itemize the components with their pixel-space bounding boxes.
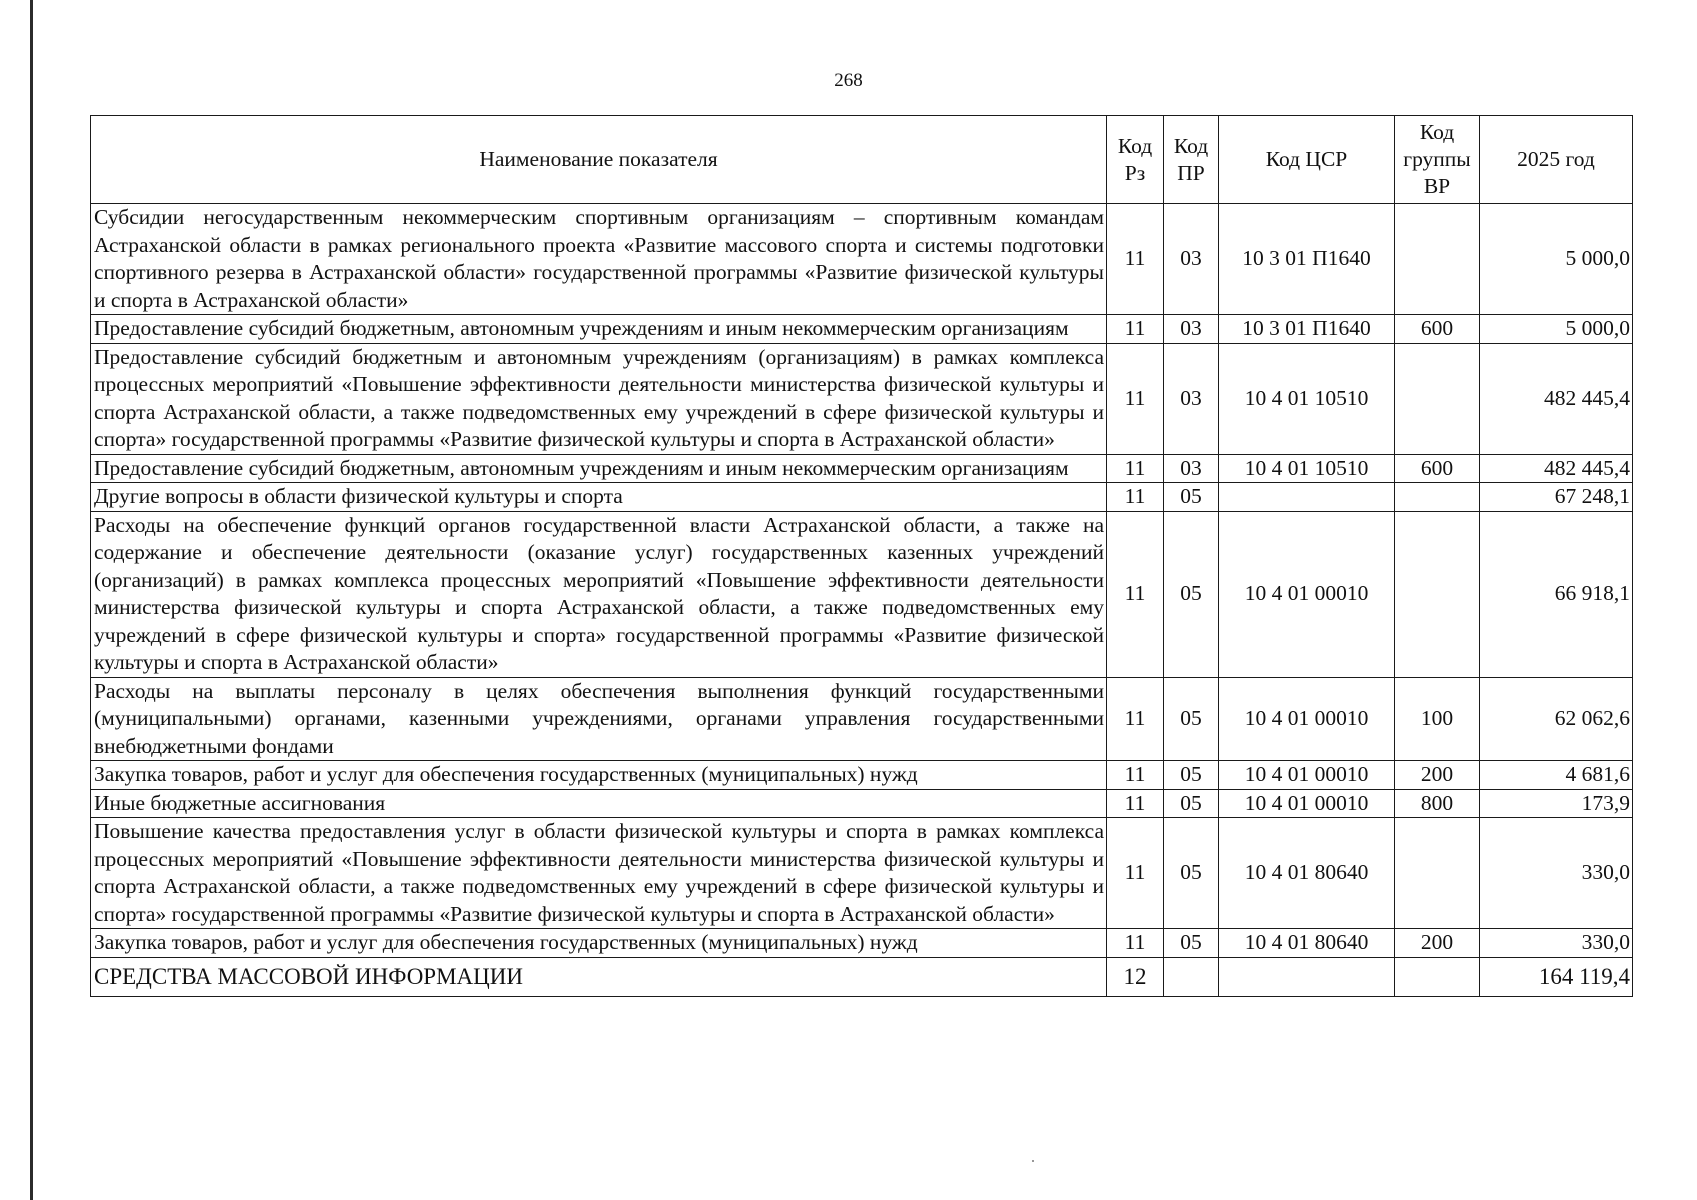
row-amount: 330,0 <box>1480 929 1633 958</box>
table-row <box>91 789 1633 818</box>
table-row <box>91 315 1633 344</box>
row-vr: 200 <box>1395 929 1480 958</box>
row-name: Предоставление субсидий бюджетным, автономным учреждениям и иным некоммерческим организациям <box>91 454 1107 483</box>
row-amount: 482 445,4 <box>1480 454 1633 483</box>
row-vr <box>1395 818 1480 929</box>
row-rz: 11 <box>1107 315 1164 344</box>
row-pr: 05 <box>1164 818 1219 929</box>
row-name: Расходы на выплаты персоналу в целях обеспечения выполнения функций государственными (муниципальными) органами, казенными учреждениями, органами управления государственными внебюджетными фондами <box>91 677 1107 761</box>
row-csr: 10 3 01 П1640 <box>1219 204 1395 315</box>
row-amount: 66 918,1 <box>1480 511 1633 677</box>
row-vr: 100 <box>1395 677 1480 761</box>
row-csr <box>1219 957 1395 996</box>
table-row <box>91 929 1633 958</box>
row-vr <box>1395 957 1480 996</box>
row-pr: 03 <box>1164 204 1219 315</box>
table-row <box>91 957 1633 996</box>
row-amount: 5 000,0 <box>1480 315 1633 344</box>
row-amount: 4 681,6 <box>1480 761 1633 790</box>
row-rz: 11 <box>1107 677 1164 761</box>
header-year: 2025 год <box>1480 116 1633 204</box>
row-amount: 5 000,0 <box>1480 204 1633 315</box>
row-vr <box>1395 483 1480 512</box>
table-row <box>91 483 1633 512</box>
header-csr: Код ЦСР <box>1219 116 1395 204</box>
row-csr: 10 4 01 00010 <box>1219 677 1395 761</box>
row-pr: 05 <box>1164 761 1219 790</box>
row-pr: 05 <box>1164 929 1219 958</box>
table-row <box>91 818 1633 929</box>
table-row <box>91 204 1633 315</box>
row-name: Субсидии негосударственным некоммерческим спортивным организациям – спортивным командам Астраханской области в рамках регионального проекта «Развитие массового спорта и системы подготовки спортивного резерва в Астраханской области» государственной программы «Развитие физической культуры и спорта в Астраханской области» <box>91 204 1107 315</box>
row-rz: 11 <box>1107 511 1164 677</box>
row-vr <box>1395 204 1480 315</box>
header-vr: Код группы ВР <box>1395 116 1480 204</box>
budget-table <box>90 115 1633 997</box>
row-rz: 11 <box>1107 454 1164 483</box>
row-csr: 10 4 01 80640 <box>1219 929 1395 958</box>
row-amount: 173,9 <box>1480 789 1633 818</box>
row-csr: 10 4 01 00010 <box>1219 761 1395 790</box>
row-csr: 10 4 01 00010 <box>1219 789 1395 818</box>
row-csr: 10 4 01 10510 <box>1219 343 1395 454</box>
row-rz: 11 <box>1107 204 1164 315</box>
page-number: 268 <box>834 70 863 91</box>
header-pr: Код ПР <box>1164 116 1219 204</box>
row-pr: 03 <box>1164 315 1219 344</box>
row-pr: 05 <box>1164 483 1219 512</box>
row-rz: 11 <box>1107 483 1164 512</box>
table-row <box>91 511 1633 677</box>
row-amount: 62 062,6 <box>1480 677 1633 761</box>
header-rz: Код Рз <box>1107 116 1164 204</box>
row-name: Расходы на обеспечение функций органов государственной власти Астраханской области, а также на содержание и обеспечение деятельности (оказание услуг) государственных казенных учреждений (организаций) в рамках комплекса процессных мероприятий «Повышение эффективности деятельности министерства физической культуры и спорта Астраханской области, а также подведомственных ему учреждений в сфере физической культуры и спорта» государственной программы «Развитие физической культуры и спорта в Астраханской области» <box>91 511 1107 677</box>
row-rz: 11 <box>1107 818 1164 929</box>
row-amount: 330,0 <box>1480 818 1633 929</box>
row-rz: 12 <box>1107 957 1164 996</box>
row-pr: 03 <box>1164 454 1219 483</box>
row-name: СРЕДСТВА МАССОВОЙ ИНФОРМАЦИИ <box>91 957 1107 996</box>
row-csr: 10 3 01 П1640 <box>1219 315 1395 344</box>
table-row <box>91 677 1633 761</box>
row-rz: 11 <box>1107 929 1164 958</box>
row-rz: 11 <box>1107 343 1164 454</box>
row-csr: 10 4 01 00010 <box>1219 511 1395 677</box>
row-name: Закупка товаров, работ и услуг для обеспечения государственных (муниципальных) нужд <box>91 761 1107 790</box>
row-pr: 05 <box>1164 511 1219 677</box>
row-pr: 05 <box>1164 677 1219 761</box>
row-vr: 200 <box>1395 761 1480 790</box>
row-pr <box>1164 957 1219 996</box>
row-rz: 11 <box>1107 789 1164 818</box>
row-csr: 10 4 01 80640 <box>1219 818 1395 929</box>
row-rz: 11 <box>1107 761 1164 790</box>
row-name: Закупка товаров, работ и услуг для обеспечения государственных (муниципальных) нужд <box>91 929 1107 958</box>
row-name: Повышение качества предоставления услуг в области физической культуры и спорта в рамках комплекса процессных мероприятий «Повышение эффективности деятельности министерства физической культуры и спорта Астраханской области, а также подведомственных ему учреждений в сфере физической культуры и спорта» государственной программы «Развитие физической культуры и спорта в Астраханской области» <box>91 818 1107 929</box>
row-vr: 600 <box>1395 315 1480 344</box>
scan-margin-line <box>30 0 33 1200</box>
row-name: Другие вопросы в области физической культуры и спорта <box>91 483 1107 512</box>
row-amount: 164 119,4 <box>1480 957 1633 996</box>
row-vr <box>1395 511 1480 677</box>
row-vr: 800 <box>1395 789 1480 818</box>
row-vr <box>1395 343 1480 454</box>
table-row <box>91 343 1633 454</box>
row-name: Предоставление субсидий бюджетным, автономным учреждениям и иным некоммерческим организациям <box>91 315 1107 344</box>
row-csr <box>1219 483 1395 512</box>
table-header-row <box>91 116 1633 204</box>
scan-speck <box>1032 1160 1034 1162</box>
row-pr: 05 <box>1164 789 1219 818</box>
row-vr: 600 <box>1395 454 1480 483</box>
table-row <box>91 761 1633 790</box>
row-amount: 67 248,1 <box>1480 483 1633 512</box>
header-name: Наименование показателя <box>91 116 1107 204</box>
table-row <box>91 454 1633 483</box>
row-name: Иные бюджетные ассигнования <box>91 789 1107 818</box>
row-pr: 03 <box>1164 343 1219 454</box>
row-csr: 10 4 01 10510 <box>1219 454 1395 483</box>
row-name: Предоставление субсидий бюджетным и автономным учреждениям (организациям) в рамках комплекса процессных мероприятий «Повышение эффективности деятельности министерства физической культуры и спорта Астраханской области, а также подведомственных ему учреждений в сфере физической культуры и спорта» государственной программы «Развитие физической культуры и спорта в Астраханской области» <box>91 343 1107 454</box>
row-amount: 482 445,4 <box>1480 343 1633 454</box>
